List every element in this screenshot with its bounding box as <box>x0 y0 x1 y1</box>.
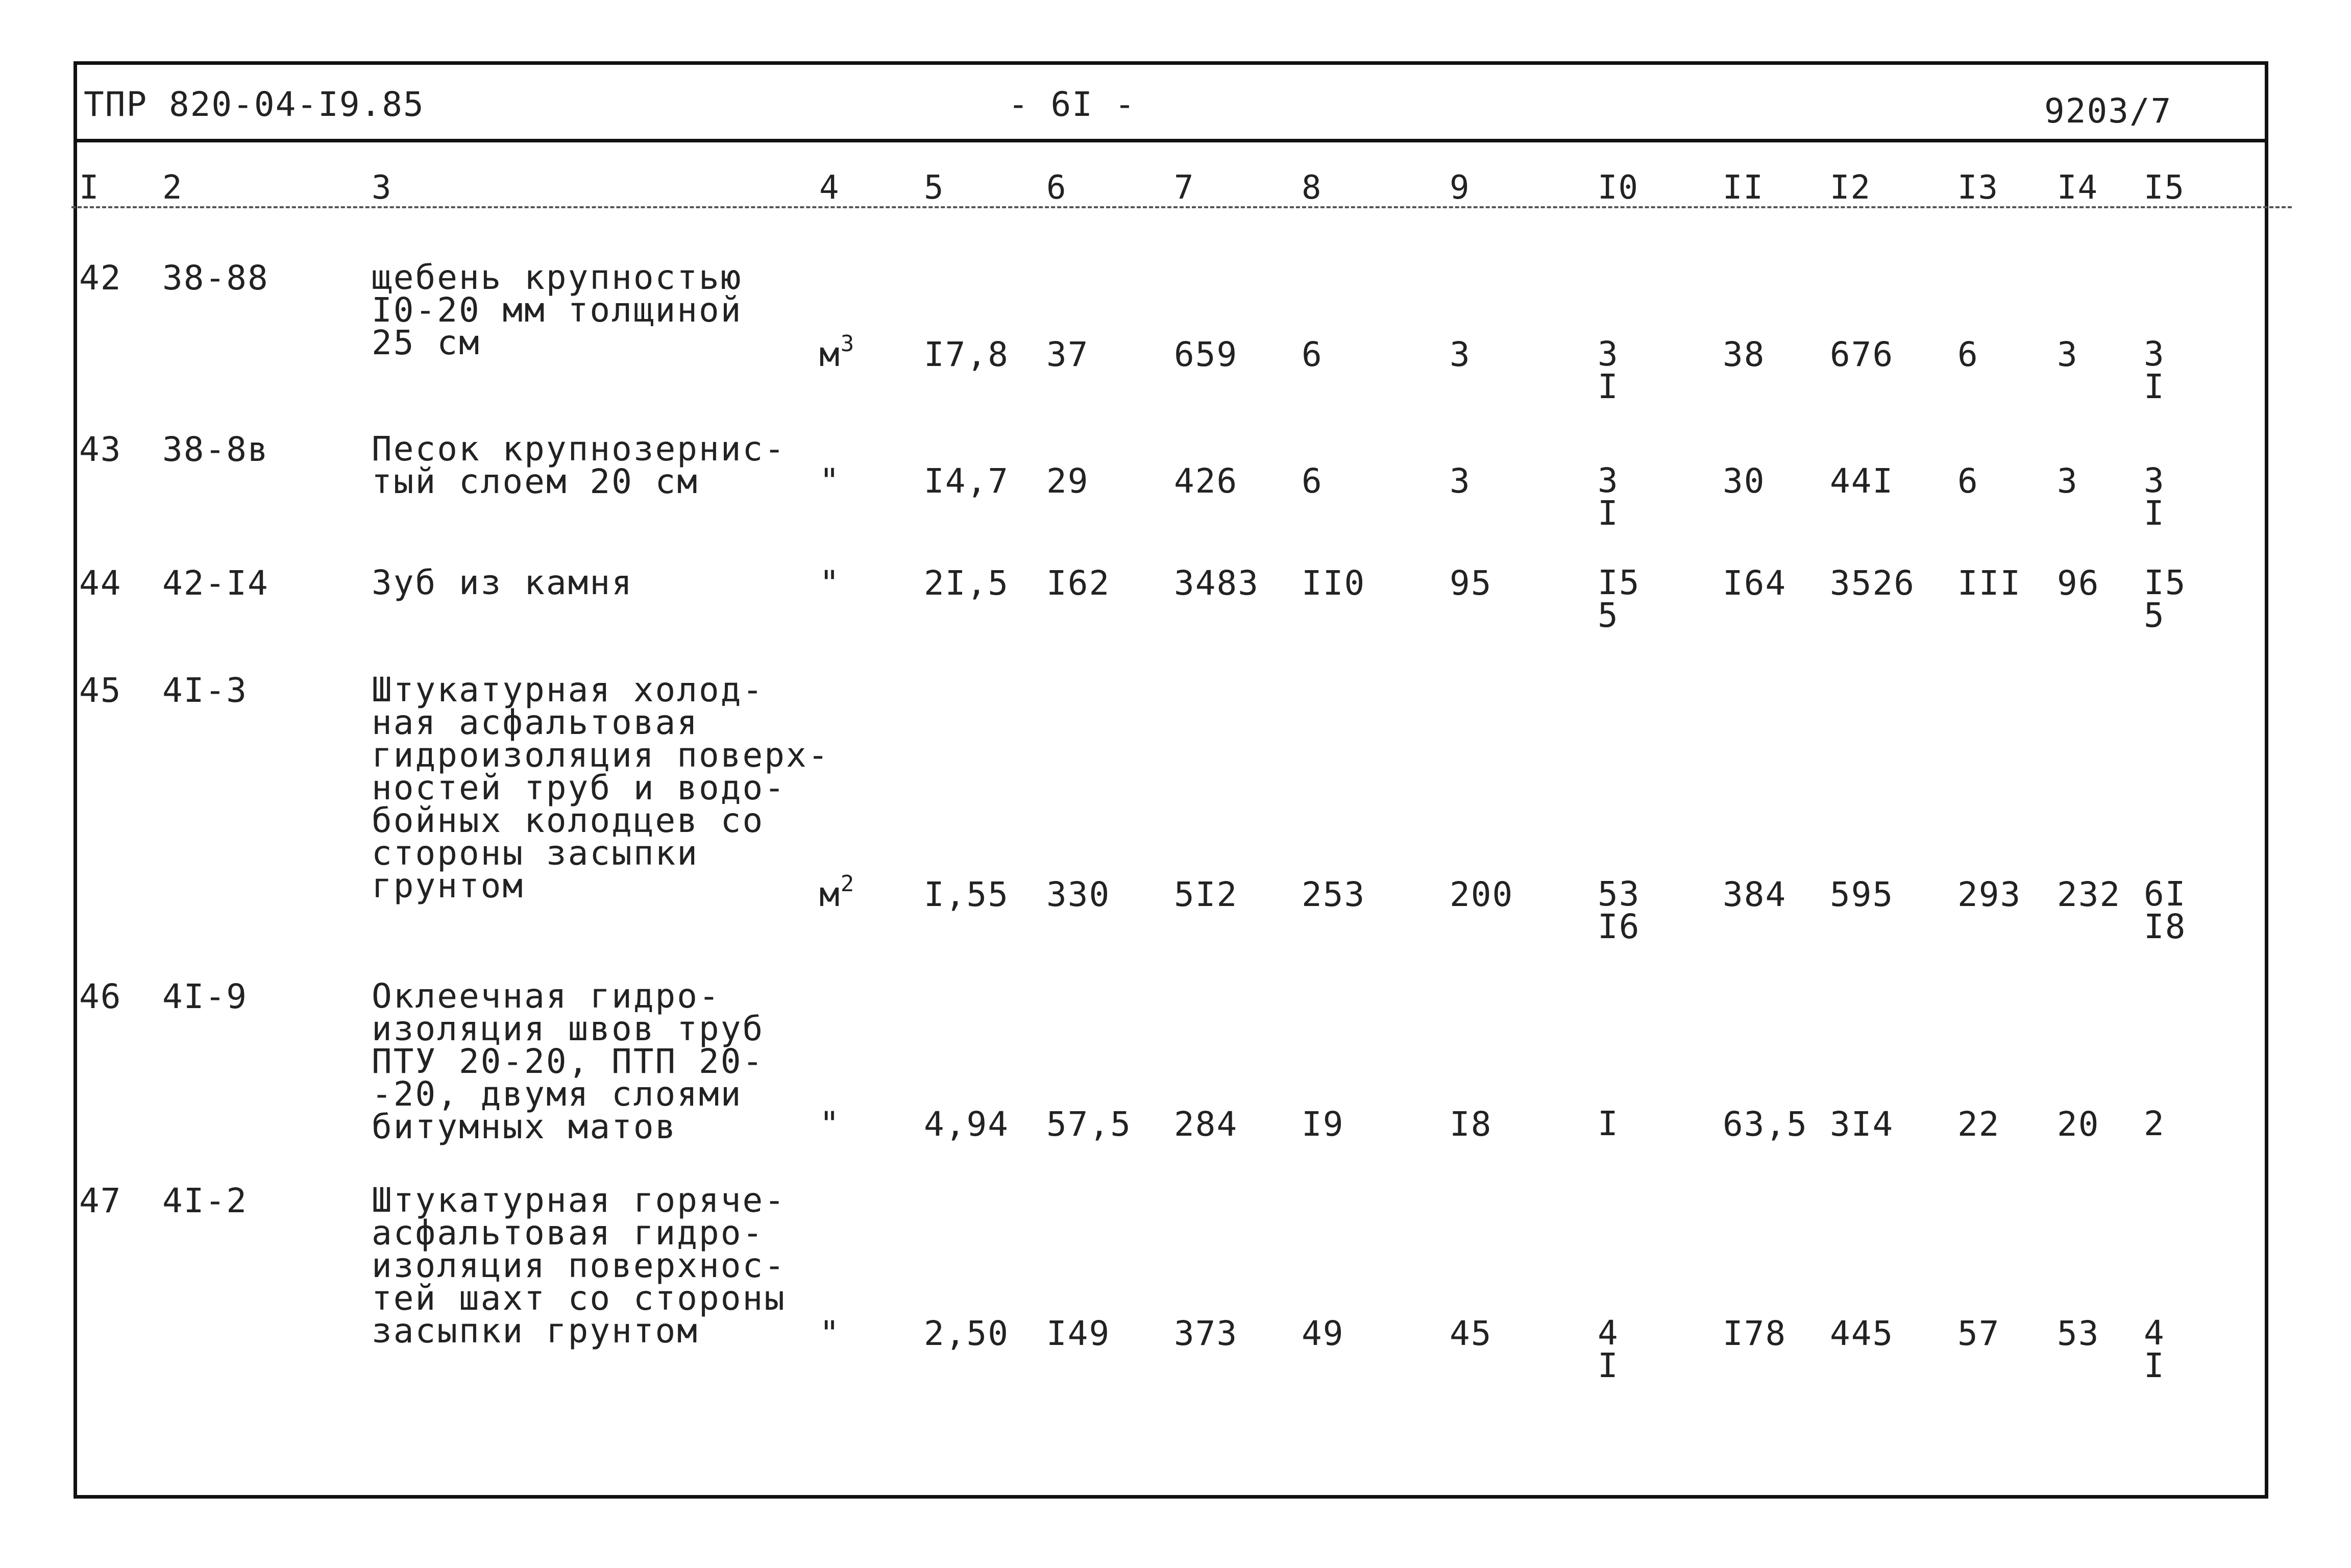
unit-base: " <box>819 1105 841 1144</box>
value-c11: 63,5 <box>1723 1105 1808 1144</box>
value-c13: 6 <box>1957 461 1979 501</box>
description: Оклеечная гидро- изоляция швов труб ПТУ 20-20, ПТП 20- -20, двумя слоями битумных матов <box>372 976 765 1146</box>
c15-bot: 5 <box>2144 596 2165 635</box>
value-c5: 2,50 <box>924 1314 1009 1353</box>
c15-top: 3 <box>2144 334 2165 374</box>
value-c12: 676 <box>1830 335 1894 374</box>
value-c5: I7,8 <box>924 335 1009 374</box>
fraction-col15 <box>2144 461 2165 533</box>
value-c13: 22 <box>1957 1105 2000 1144</box>
row-number: 42 <box>79 258 122 298</box>
value-c8: 6 <box>1302 335 1323 374</box>
value-c6: 37 <box>1046 335 1089 374</box>
column-number: II <box>1723 169 1765 207</box>
unit <box>819 1105 841 1144</box>
value-c11: I78 <box>1723 1314 1787 1353</box>
c15-top: 2 <box>2144 1104 2165 1143</box>
code: 4I-2 <box>162 1181 248 1220</box>
c10-bot: I6 <box>1598 907 1640 946</box>
column-number: 3 <box>372 169 393 207</box>
value-c14: 232 <box>2057 875 2121 914</box>
value-c12: 445 <box>1830 1314 1894 1353</box>
c10-top: 4 <box>1598 1313 1619 1353</box>
unit <box>819 564 841 603</box>
c10-bot: I <box>1598 1346 1619 1385</box>
value-c12: 3I4 <box>1830 1105 1894 1144</box>
c10-top: 3 <box>1598 461 1619 500</box>
column-number: I4 <box>2057 169 2099 207</box>
fraction-col15 <box>2144 334 2165 406</box>
value-c5: 2I,5 <box>924 564 1009 603</box>
unit <box>819 461 841 501</box>
value-c8: 49 <box>1302 1314 1344 1353</box>
value-c7: 426 <box>1174 461 1238 501</box>
c10-top: I <box>1598 1104 1619 1143</box>
value-c8: II0 <box>1302 564 1366 603</box>
value-c6: 29 <box>1046 461 1089 501</box>
unit-exponent: 3 <box>840 331 855 357</box>
value-c9: 3 <box>1450 461 1471 501</box>
unit-base: м <box>819 335 841 374</box>
column-number: 9 <box>1450 169 1471 207</box>
c10-bot: I <box>1598 494 1619 533</box>
c15-top: 6I <box>2144 874 2187 914</box>
row-number: 47 <box>79 1181 122 1220</box>
value-c9: I8 <box>1450 1105 1492 1144</box>
value-c9: 95 <box>1450 564 1492 603</box>
column-number: 6 <box>1046 169 1067 207</box>
unit <box>819 871 855 914</box>
description: Зуб из камня <box>372 563 633 602</box>
row-number: 45 <box>79 671 122 710</box>
row-number: 46 <box>79 977 122 1016</box>
fraction-col10 <box>1598 334 1619 406</box>
c15-bot: I <box>2144 494 2165 533</box>
column-number: I3 <box>1957 169 1999 207</box>
c10-top: 53 <box>1598 874 1640 914</box>
code: 4I-3 <box>162 671 248 710</box>
c15-bot: I <box>2144 367 2165 406</box>
value-c5: I4,7 <box>924 461 1009 501</box>
value-c11: 30 <box>1723 461 1766 501</box>
value-c11: I64 <box>1723 564 1787 603</box>
value-c9: 3 <box>1450 335 1471 374</box>
value-c5: I,55 <box>924 875 1009 914</box>
value-c13: 57 <box>1957 1314 2000 1353</box>
value-c14: 53 <box>2057 1314 2100 1353</box>
document-code: ТПР 820-04-I9.85 <box>84 85 425 124</box>
page-number: - 6I - <box>1008 85 1136 124</box>
c10-top: 3 <box>1598 334 1619 374</box>
value-c11: 384 <box>1723 875 1787 914</box>
row-number: 43 <box>79 430 122 469</box>
value-c12: 44I <box>1830 461 1894 501</box>
description: щебень крупностью I0-20 мм толщиной 25 см <box>372 258 743 362</box>
fraction-col10 <box>1598 563 1640 635</box>
code: 4I-9 <box>162 977 248 1016</box>
value-c13: 293 <box>1957 875 2022 914</box>
c15-top: 4 <box>2144 1313 2165 1353</box>
row-number: 44 <box>79 564 122 603</box>
value-c13: III <box>1957 564 2022 603</box>
column-number: I0 <box>1598 169 1639 207</box>
c15-top: 3 <box>2144 461 2165 500</box>
column-number: 8 <box>1302 169 1323 207</box>
fraction-col10 <box>1598 1104 1619 1143</box>
code: 38-8в <box>162 430 269 469</box>
value-c7: 659 <box>1174 335 1238 374</box>
fraction-col10 <box>1598 874 1640 946</box>
value-c7: 3483 <box>1174 564 1259 603</box>
column-number: I <box>79 169 100 207</box>
column-number: I2 <box>1830 169 1872 207</box>
value-c11: 38 <box>1723 335 1766 374</box>
unit-exponent: 2 <box>840 871 855 897</box>
unit-base: " <box>819 1314 841 1353</box>
value-c14: 20 <box>2057 1105 2100 1144</box>
c15-top: I5 <box>2144 563 2187 602</box>
sheet-code: 9203/7 <box>2044 91 2172 131</box>
unit-base: " <box>819 564 841 603</box>
fraction-col10 <box>1598 461 1619 533</box>
code: 42-I4 <box>162 564 269 603</box>
fraction-col15 <box>2144 563 2187 635</box>
description: Штукатурная холод- ная асфальтовая гидроизоляция поверх- ностей труб и водо- бойных колодцев со стороны засыпки грунтом <box>372 670 830 905</box>
column-number: I5 <box>2144 169 2186 207</box>
code: 38-88 <box>162 258 269 298</box>
value-c6: 57,5 <box>1046 1105 1132 1144</box>
unit <box>819 1314 841 1353</box>
value-c12: 595 <box>1830 875 1894 914</box>
value-c9: 45 <box>1450 1314 1492 1353</box>
value-c5: 4,94 <box>924 1105 1009 1144</box>
c15-bot: I <box>2144 1346 2165 1385</box>
fraction-col15 <box>2144 1313 2165 1385</box>
description: Штукатурная горяче- асфальтовая гидро- изоляция поверхнос- тей шахт со стороны засыпки грунтом <box>372 1181 786 1351</box>
value-c12: 3526 <box>1830 564 1915 603</box>
column-number: 4 <box>819 169 840 207</box>
unit-base: м <box>819 875 841 914</box>
c15-bot: I8 <box>2144 907 2187 946</box>
value-c8: 6 <box>1302 461 1323 501</box>
value-c7: 5I2 <box>1174 875 1238 914</box>
c10-bot: I <box>1598 367 1619 406</box>
description: Песок крупнозернис- тый слоем 20 см <box>372 429 786 501</box>
value-c9: 200 <box>1450 875 1514 914</box>
c10-top: I5 <box>1598 563 1640 602</box>
value-c13: 6 <box>1957 335 1979 374</box>
unit-base: " <box>819 461 841 501</box>
value-c6: I62 <box>1046 564 1111 603</box>
value-c14: 96 <box>2057 564 2100 603</box>
fraction-col15 <box>2144 874 2187 946</box>
column-number: 7 <box>1174 169 1195 207</box>
column-number: 5 <box>924 169 945 207</box>
column-number: 2 <box>162 169 183 207</box>
fraction-col10 <box>1598 1313 1619 1385</box>
c10-bot: 5 <box>1598 596 1619 635</box>
fraction-col15 <box>2144 1104 2165 1143</box>
value-c7: 284 <box>1174 1105 1238 1144</box>
value-c8: 253 <box>1302 875 1366 914</box>
value-c14: 3 <box>2057 335 2078 374</box>
unit <box>819 331 855 374</box>
value-c14: 3 <box>2057 461 2078 501</box>
value-c6: I49 <box>1046 1314 1111 1353</box>
value-c7: 373 <box>1174 1314 1238 1353</box>
value-c6: 330 <box>1046 875 1111 914</box>
header-divider <box>74 139 2268 142</box>
value-c8: I9 <box>1302 1105 1344 1144</box>
